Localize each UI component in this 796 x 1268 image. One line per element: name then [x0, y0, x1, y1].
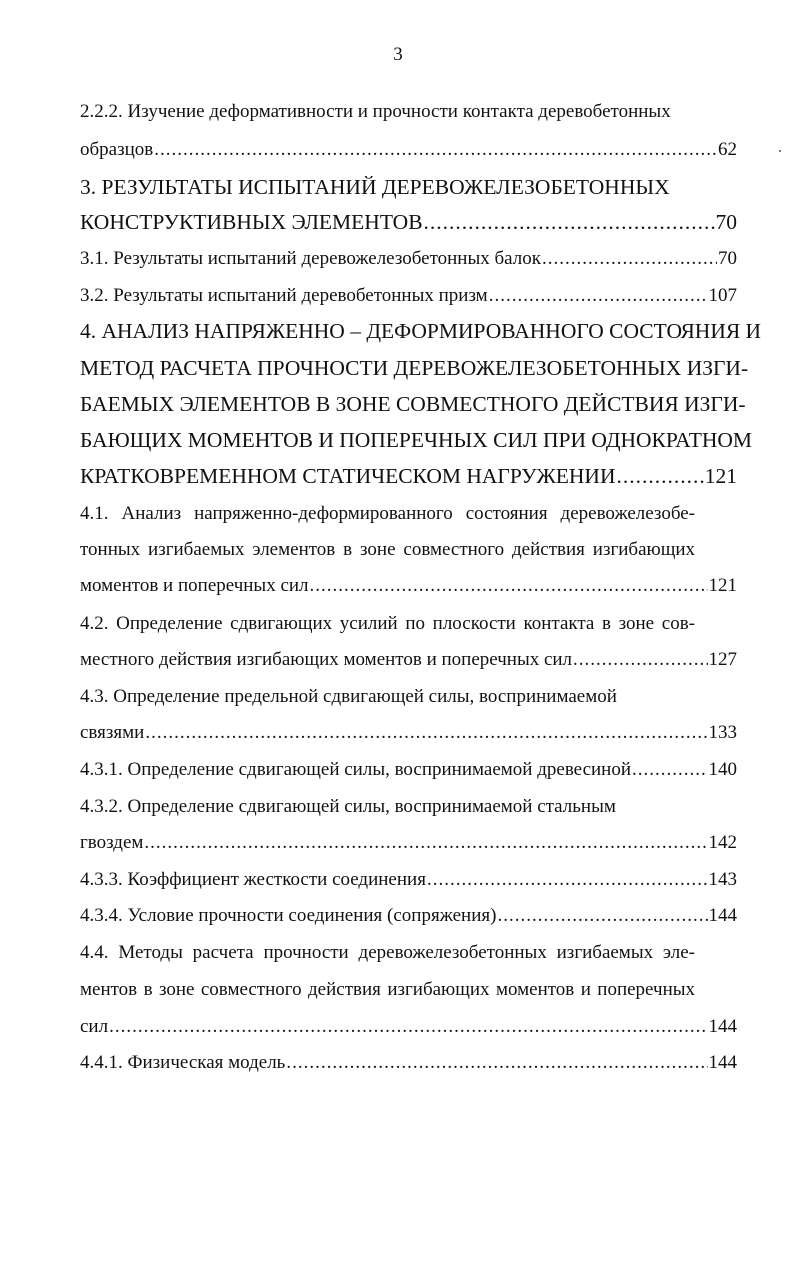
toc-entry-4-4-1-title: 4.4.1. Физическая модель	[80, 1052, 286, 1073]
toc-entry-4-line4: БАЮЩИХ МОМЕНТОВ И ПОПЕРЕЧНЫХ СИЛ ПРИ ОДНОКРАТНОМ	[80, 428, 753, 452]
toc-entry-4-3-2-line1: 4.3.2. Определение сдвигающей силы, воспринимаемой стальным	[80, 796, 616, 817]
toc-entry-4-2-page: 127	[708, 649, 737, 670]
dot-leader	[154, 138, 717, 162]
dot-leader	[144, 831, 707, 855]
toc-entry-4-4-line1: 4.4. Методы расчета прочности деревожелезобетонных изгибаемых эле-	[80, 942, 695, 963]
toc-entry-4-2-leader	[80, 648, 737, 672]
toc-entry-2-2-2-page: 62	[718, 139, 737, 160]
dot-leader	[145, 721, 707, 745]
toc-entry-4-3-3-title: 4.3.3. Коэффициент жесткости соединения	[80, 869, 426, 890]
toc-entry-4-3-1-page: 140	[708, 759, 737, 780]
dot-leader	[427, 868, 708, 892]
toc-entry-4-1-line3: моментов и поперечных сил	[80, 575, 309, 596]
toc-entry-4-line1: 4. АНАЛИЗ НАПРЯЖЕННО – ДЕФОРМИРОВАННОГО СОСТОЯНИЯ И	[80, 319, 762, 343]
dot-leader	[632, 758, 707, 782]
dot-leader	[489, 284, 708, 308]
toc-entry-4-3-1	[80, 758, 737, 782]
dot-leader	[109, 1015, 707, 1039]
toc-entry-2-2-2-leader	[80, 138, 737, 162]
toc-entry-4-3-line1: 4.3. Определение предельной сдвигающей силы, воспринимаемой	[80, 686, 617, 707]
toc-entry-4-3-2-page: 142	[708, 832, 737, 853]
toc-entry-4-1-page: 121	[708, 575, 737, 596]
toc-entry-4-1-leader	[80, 574, 737, 598]
toc-entry-4-leader	[80, 462, 737, 490]
toc-entry-2-2-2-line2: образцов	[80, 139, 154, 160]
toc-entry-4-3-4	[80, 904, 737, 928]
toc-entry-4-3-1-title: 4.3.1. Определение сдвигающей силы, воспринимаемой древесиной	[80, 759, 632, 780]
toc-entry-4-3-4-title: 4.3.4. Условие прочности соединения (сопряжения)	[80, 905, 497, 926]
dot-leader	[573, 648, 707, 672]
toc-entry-4-3-2-leader	[80, 831, 737, 855]
toc-entry-4-3-line2: связями	[80, 722, 145, 743]
dot-leader	[424, 208, 715, 236]
toc-entry-3-2	[80, 284, 737, 308]
toc-entry-4-4-leader	[80, 1015, 737, 1039]
toc-entry-4-4-line3: сил	[80, 1016, 109, 1037]
toc-entry-4-1-line1: 4.1. Анализ напряженно-деформированного состояния деревожелезобе-	[80, 503, 695, 524]
dot-leader	[310, 574, 708, 598]
toc-entry-4-line3: БАЕМЫХ ЭЛЕМЕНТОВ В ЗОНЕ СОВМЕСТНОГО ДЕЙСТВИЯ ИЗГИ-	[80, 392, 746, 416]
scan-speck	[779, 150, 781, 152]
toc-entry-4-page: 121	[704, 464, 737, 488]
toc-entry-4-2-line2: местного действия изгибающих моментов и поперечных сил	[80, 649, 573, 670]
toc-entry-4-3-4-page: 144	[708, 905, 737, 926]
page-number: 3	[393, 44, 403, 65]
toc-entry-3-1	[80, 247, 737, 271]
toc-entry-3-line2: КОНСТРУКТИВНЫХ ЭЛЕМЕНТОВ	[80, 210, 423, 234]
toc-entry-4-3-3-page: 143	[708, 869, 737, 890]
toc-entry-4-4-1-page: 144	[708, 1052, 737, 1073]
toc-entry-3-1-title: 3.1. Результаты испытаний деревожелезобетонных балок	[80, 248, 541, 269]
toc-entry-3-1-page: 70	[718, 248, 737, 269]
toc-entry-4-3-2-line2: гвоздем	[80, 832, 144, 853]
toc-entry-3-page: 70	[715, 210, 737, 234]
toc-entry-4-4-line2: ментов в зоне совместного действия изгибающих моментов и поперечных	[80, 979, 695, 1000]
toc-entry-4-4-1	[80, 1051, 737, 1075]
toc-entry-2-2-2-line1: 2.2.2. Изучение деформативности и прочности контакта деревобетонных	[80, 101, 671, 122]
toc-entry-3-leader	[80, 208, 737, 236]
toc-entry-4-4-page: 144	[708, 1016, 737, 1037]
toc-entry-3-line1: 3. РЕЗУЛЬТАТЫ ИСПЫТАНИЙ ДЕРЕВОЖЕЛЕЗОБЕТОННЫХ	[80, 175, 670, 199]
dot-leader	[286, 1051, 707, 1075]
toc-entry-3-2-page: 107	[708, 285, 737, 306]
toc-entry-4-1-line2: тонных изгибаемых элементов в зоне совместного действия изгибающих	[80, 539, 695, 560]
toc-entry-3-2-title: 3.2. Результаты испытаний деревобетонных призм	[80, 285, 488, 306]
toc-entry-4-3-leader	[80, 721, 737, 745]
dot-leader	[497, 904, 707, 928]
toc-entry-4-2-line1: 4.2. Определение сдвигающих усилий по плоскости контакта в зоне сов-	[80, 613, 695, 634]
dot-leader	[542, 247, 717, 271]
toc-entry-4-line2: МЕТОД РАСЧЕТА ПРОЧНОСТИ ДЕРЕВОЖЕЛЕЗОБЕТОННЫХ ИЗГИ-	[80, 356, 749, 380]
toc-entry-4-3-page: 133	[708, 722, 737, 743]
dot-leader	[616, 462, 703, 490]
toc-entry-4-3-3	[80, 868, 737, 892]
toc-entry-4-line5: КРАТКОВРЕМЕННОМ СТАТИЧЕСКОМ НАГРУЖЕНИИ	[80, 464, 616, 488]
